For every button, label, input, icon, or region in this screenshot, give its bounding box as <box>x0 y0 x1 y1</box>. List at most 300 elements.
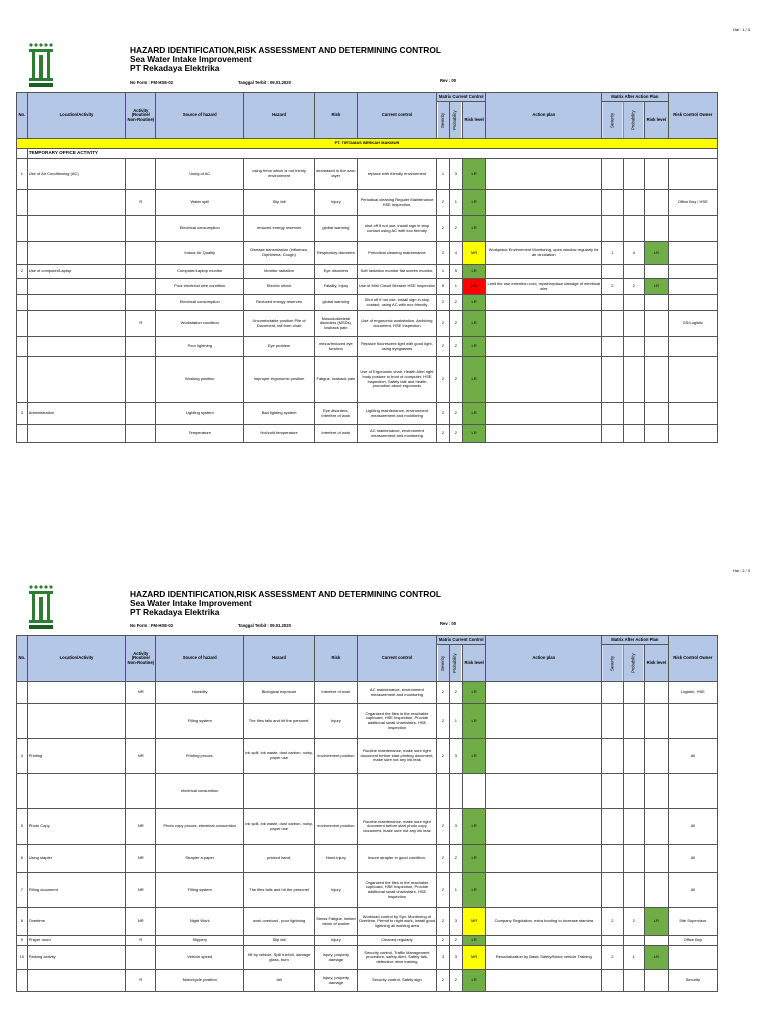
hazard-source: Poor lightning <box>156 337 244 357</box>
risk <box>314 774 357 809</box>
hazard-source: Temperature <box>156 425 244 443</box>
control-owner: All <box>668 845 717 873</box>
table-row <box>17 159 718 190</box>
risk-level-after <box>645 682 669 704</box>
activity-type <box>126 279 156 295</box>
action-plan <box>486 970 602 992</box>
risk-level-after <box>645 159 669 190</box>
hazard: Biological exposure <box>244 682 315 704</box>
current-control: Routine maintenance, make sure right document before start printing document, make sure not any ink leak <box>357 739 436 774</box>
probability-after <box>623 159 644 190</box>
hazard-source: Filling system <box>156 704 244 739</box>
col-activity: Activity (Routine/ Non-Routine) <box>126 636 156 682</box>
row-number <box>17 774 28 809</box>
risk: Interfere of work <box>314 682 357 704</box>
probability-after <box>623 337 644 357</box>
table-row <box>17 873 718 908</box>
probability-after <box>623 739 644 774</box>
report-title: HAZARD IDENTIFICATION,RISK ASSESSMENT AND DETERMINING CONTROL <box>130 589 441 599</box>
page-number: Hal : 2 / 3 <box>732 568 750 573</box>
hazard-source: Workstation condition <box>156 311 244 337</box>
current-control: AC maintenance, environment measurement and monitoring <box>357 682 436 704</box>
col-hazard: Hazard <box>244 636 315 682</box>
activity-type: NR <box>126 682 156 704</box>
col-matrix-current: Matrix Current Control <box>437 636 486 645</box>
probability-after <box>623 704 644 739</box>
risk-level-after <box>645 265 669 279</box>
activity-type <box>126 704 156 739</box>
table-row <box>17 403 718 425</box>
current-control: Periodical cleaning maintenance <box>357 242 436 265</box>
col-severity: Severity <box>437 102 450 139</box>
table-row <box>17 337 718 357</box>
probability: 2 <box>449 295 462 311</box>
probability: 2 <box>449 403 462 425</box>
risk-level: LR <box>462 265 486 279</box>
hazard: fall <box>244 970 315 992</box>
row-number: 3 <box>17 403 28 425</box>
severity: 2 <box>437 682 450 704</box>
risk-level-after <box>645 845 669 873</box>
severity: 2 <box>437 739 450 774</box>
location: Parking activity <box>27 946 126 970</box>
table-row <box>17 357 718 403</box>
current-control: Replace flourescent light with good light, using eyeglasses <box>357 337 436 357</box>
severity-after: 1 <box>602 242 623 265</box>
location <box>27 774 126 809</box>
revision: Rev : 00 <box>440 621 457 626</box>
activity-type <box>126 357 156 403</box>
activity-type: NR <box>126 908 156 936</box>
severity: 2 <box>437 242 450 265</box>
severity-after <box>602 970 623 992</box>
probability-after <box>623 190 644 216</box>
current-control: Use of ergonomic workstation, Archiving document, HSE Inspection <box>357 311 436 337</box>
row-number: 10 <box>17 946 28 970</box>
risk-level-after: LR <box>645 908 669 936</box>
table-row <box>17 216 718 242</box>
activity-type: R <box>126 936 156 946</box>
hazard: ink spill, ink waste, dust carbon, noisy, paper use <box>244 809 315 845</box>
col-probability-after: Probability <box>623 102 644 139</box>
severity-after: 2 <box>602 279 623 295</box>
col-probability-after: Probability <box>623 645 644 682</box>
risk-level-after <box>645 774 669 809</box>
risk-level-after <box>645 357 669 403</box>
action-plan <box>486 704 602 739</box>
severity: 2 <box>437 936 450 946</box>
location <box>27 311 126 337</box>
severity: 2 <box>437 873 450 908</box>
hazard-source: electrical consumtion <box>156 774 244 809</box>
activity-type <box>126 425 156 443</box>
control-owner <box>668 159 717 190</box>
risk-level: LR <box>462 873 486 908</box>
col-risk: Risk <box>314 636 357 682</box>
company-name: PT Rekadaya Elektrika <box>130 63 220 73</box>
probability-after: 2 <box>623 908 644 936</box>
location <box>27 242 126 265</box>
activity-type: NR <box>126 873 156 908</box>
hazard: Reduced energy reserves <box>244 295 315 311</box>
probability: 1 <box>449 704 462 739</box>
probability-after: 4 <box>623 242 644 265</box>
hazard-source: Using of AC <box>156 159 244 190</box>
table-row <box>17 265 718 279</box>
risk: Stress Fatigue, limited vision of worker <box>314 908 357 936</box>
activity-type <box>126 946 156 970</box>
severity: 2 <box>437 403 450 425</box>
risk-level: LR <box>462 295 486 311</box>
action-plan <box>486 739 602 774</box>
row-number <box>17 242 28 265</box>
col-activity: Activity (Routine/ Non-Routine) <box>126 93 156 139</box>
hazard: reduced energy reserves <box>244 216 315 242</box>
severity: 2 <box>437 337 450 357</box>
company-logo-icon <box>26 42 56 88</box>
hazard-source: Strapler a paper <box>156 845 244 873</box>
severity: 2 <box>437 311 450 337</box>
table-row <box>17 739 718 774</box>
severity-after: 2 <box>602 946 623 970</box>
severity: 1 <box>437 265 450 279</box>
severity: 1 <box>437 159 450 190</box>
probability: 5 <box>449 265 462 279</box>
probability-after <box>623 936 644 946</box>
hazard: Slip fall <box>244 190 315 216</box>
activity-type <box>126 295 156 311</box>
row-number <box>17 295 28 311</box>
location <box>27 704 126 739</box>
col-no: No. <box>17 93 28 139</box>
col-current-control: Current control <box>357 93 436 139</box>
page-number: Hal : 1 / 3 <box>732 27 750 32</box>
hazard: Eye problem <box>244 337 315 357</box>
hazard <box>244 774 315 809</box>
severity: 5 <box>437 279 450 295</box>
location: Photo Copy <box>27 809 126 845</box>
activity-type: R <box>126 190 156 216</box>
table-row <box>17 295 718 311</box>
probability-after <box>623 845 644 873</box>
col-severity-after: Severity <box>602 645 623 682</box>
control-owner: All <box>668 809 717 845</box>
activity-type <box>126 216 156 242</box>
current-control: Organized the files in the reachable cupboard, HSE Inspection, Provide additional small chair/stairs, HSE Inspection <box>357 704 436 739</box>
hazard: pricked hand, <box>244 845 315 873</box>
action-plan: Resocialization by Basic Safety/Motor vehicle Training <box>486 946 602 970</box>
probability: 3 <box>449 739 462 774</box>
probability: 2 <box>449 216 462 242</box>
control-owner <box>668 946 717 970</box>
control-owner <box>668 774 717 809</box>
probability-after <box>623 970 644 992</box>
activity-type: NR <box>126 739 156 774</box>
probability: 2 <box>449 970 462 992</box>
activity-type: R <box>126 970 156 992</box>
col-severity: Severity <box>437 645 450 682</box>
severity: 3 <box>437 946 450 970</box>
location <box>27 279 126 295</box>
revision: Rev : 00 <box>440 78 457 83</box>
risk-level: LR <box>462 190 486 216</box>
risk: Hand injury <box>314 845 357 873</box>
col-current-control: Current control <box>357 636 436 682</box>
severity: 2 <box>437 809 450 845</box>
col-risk-level: Risk level <box>462 645 486 682</box>
hazard-table-page-2 <box>16 635 718 992</box>
risk-level-after <box>645 425 669 443</box>
risk: minus/reduced eye function <box>314 337 357 357</box>
probability: 2 <box>449 845 462 873</box>
risk-level-after <box>645 873 669 908</box>
current-control: Shut off if not use, install sign in stop contact, using AC with eco friendly <box>357 295 436 311</box>
table-row <box>17 970 718 992</box>
col-matrix-after: Matrix After Action Plan <box>602 93 668 102</box>
severity <box>437 774 450 809</box>
hazard: Bad lighting system <box>244 403 315 425</box>
control-owner <box>668 425 717 443</box>
risk-level: LR <box>462 337 486 357</box>
hazard-source: Electrical consumption <box>156 295 244 311</box>
probability-after <box>623 425 644 443</box>
location <box>27 970 126 992</box>
current-control: Lighting maintenance, environment measurement and monitoring <box>357 403 436 425</box>
table-row <box>17 311 718 337</box>
action-plan <box>486 190 602 216</box>
row-number: 8 <box>17 908 28 936</box>
hazard-source: Humidity <box>156 682 244 704</box>
probability: 1 <box>449 279 462 295</box>
hazard: The files falls and hit the personel, <box>244 704 315 739</box>
activity-type: NR <box>126 845 156 873</box>
hazard-source: Electrical consumption <box>156 216 244 242</box>
control-owner: Office Boy / HSE <box>668 190 717 216</box>
control-owner: Security <box>668 970 717 992</box>
control-owner: All <box>668 873 717 908</box>
control-owner <box>668 357 717 403</box>
hazard: Hot/cold temperature <box>244 425 315 443</box>
col-source: Source of hazard <box>156 93 244 139</box>
hazard-source: Lighting system <box>156 403 244 425</box>
hazard-source: Slippery <box>156 936 244 946</box>
col-action-plan: Action plan <box>486 636 602 682</box>
table-row <box>17 190 718 216</box>
col-owner: Risk Control Owner <box>668 93 717 139</box>
action-plan <box>486 357 602 403</box>
severity-after <box>602 873 623 908</box>
hazard: The files falls and hit the personel <box>244 873 315 908</box>
row-number <box>17 682 28 704</box>
col-action-plan: Action plan <box>486 93 602 139</box>
control-owner <box>668 242 717 265</box>
severity-after <box>602 704 623 739</box>
probability-after <box>623 311 644 337</box>
severity: 2 <box>437 845 450 873</box>
hazard: Monitor radiation <box>244 265 315 279</box>
severity-after <box>602 337 623 357</box>
probability-after <box>623 873 644 908</box>
col-probability: Probability <box>449 645 462 682</box>
risk-level: MR <box>462 242 486 265</box>
probability: 3 <box>449 908 462 936</box>
activity-type <box>126 774 156 809</box>
severity-after <box>602 682 623 704</box>
hazard-source: Motorcycle position <box>156 970 244 992</box>
risk: Fatality, Injury <box>314 279 357 295</box>
action-plan <box>486 295 602 311</box>
risk-level: LR <box>462 159 486 190</box>
risk: Injury <box>314 190 357 216</box>
current-control: Security control, Traffic Management procedure, safety Alert, Safety talk, defensive drive training <box>357 946 436 970</box>
current-control: Routine maintenance, make sure right document before start photo copy document, make sure not any ink leak <box>357 809 436 845</box>
location: Administration <box>27 403 126 425</box>
company-name: PT Rekadaya Elektrika <box>130 607 220 617</box>
probability-after <box>623 682 644 704</box>
location <box>27 295 126 311</box>
action-plan <box>486 425 602 443</box>
issue-date: Tanggal Terbit : 09.01.2020 <box>238 623 291 628</box>
contractor-row: PT. TIRTAMAS BERKAH MAKMUR <box>17 139 718 149</box>
activity-type <box>126 159 156 190</box>
location: Use of Air Conditioning (AC) <box>27 159 126 190</box>
location: Printing <box>27 739 126 774</box>
probability-after <box>623 295 644 311</box>
hazard: using freon which is not frienly environment <box>244 159 315 190</box>
row-number <box>17 357 28 403</box>
risk-level: LR <box>462 809 486 845</box>
risk: global warming <box>314 295 357 311</box>
table-row <box>17 425 718 443</box>
risk-level: MR <box>462 946 486 970</box>
risk: Injury <box>314 704 357 739</box>
control-owner <box>668 704 717 739</box>
col-probability: Probability <box>449 102 462 139</box>
project-name: Sea Water Intake Improvement <box>130 598 252 608</box>
col-location: Location/Activity <box>27 636 126 682</box>
risk: Fatigue, lowback pain <box>314 357 357 403</box>
col-severity-after: Severity <box>602 102 623 139</box>
risk-level-after <box>645 311 669 337</box>
action-plan <box>486 682 602 704</box>
risk: environment polution <box>314 739 357 774</box>
control-owner <box>668 279 717 295</box>
risk-level-after: LR <box>645 242 669 265</box>
risk: environment polution <box>314 809 357 845</box>
current-control: Workload control by Spv, Monitoring of Overtime, Permit to night work, install good lightning all working area <box>357 908 436 936</box>
severity-after <box>602 936 623 946</box>
company-logo-icon <box>26 584 56 630</box>
location: Filling document <box>27 873 126 908</box>
probability: 2 <box>449 337 462 357</box>
table-row <box>17 682 718 704</box>
probability: 2 <box>449 425 462 443</box>
risk-level: LR <box>462 739 486 774</box>
location <box>27 357 126 403</box>
hazard-source: Working position <box>156 357 244 403</box>
activity-type <box>126 403 156 425</box>
severity: 2 <box>437 908 450 936</box>
probability: 3 <box>449 946 462 970</box>
row-number <box>17 216 28 242</box>
severity-after <box>602 311 623 337</box>
col-risk: Risk <box>314 93 357 139</box>
severity-after <box>602 403 623 425</box>
control-owner <box>668 265 717 279</box>
severity: 2 <box>437 970 450 992</box>
hazard: Electric shock <box>244 279 315 295</box>
risk-level-after: LR <box>645 279 669 295</box>
risk-level: LR <box>462 216 486 242</box>
col-matrix-after: Matrix After Action Plan <box>602 636 668 645</box>
control-owner <box>668 337 717 357</box>
severity-after <box>602 159 623 190</box>
location <box>27 216 126 242</box>
severity: 2 <box>437 357 450 403</box>
action-plan: Company Regulation, extra fooding to increase stamina <box>486 908 602 936</box>
action-plan: Limit the use extention cord, repair/replace damage of electrical wire <box>486 279 602 295</box>
location: Using stapler <box>27 845 126 873</box>
project-name: Sea Water Intake Improvement <box>130 54 252 64</box>
probability: 1 <box>449 190 462 216</box>
location: Overtime <box>27 908 126 936</box>
table-row <box>17 946 718 970</box>
hazard-source: Water spill <box>156 190 244 216</box>
severity: 2 <box>437 216 450 242</box>
hazard-source: Poor electrical wire condition <box>156 279 244 295</box>
control-owner: Office Boy <box>668 936 717 946</box>
form-number: No Form : FM-HSE-02 <box>130 80 174 85</box>
probability: 2 <box>449 357 462 403</box>
hazard-source: Photo copy proces, electrical consumtion <box>156 809 244 845</box>
probability: 3 <box>449 809 462 845</box>
severity: 2 <box>437 190 450 216</box>
col-risk-level-after: Risk level <box>645 102 669 139</box>
current-control: AC maintenance, environment measurement and monitoring <box>357 425 436 443</box>
probability-after <box>623 357 644 403</box>
risk: Injury <box>314 873 357 908</box>
current-control <box>357 774 436 809</box>
location: Prayer room <box>27 936 126 946</box>
risk-level: LR <box>462 704 486 739</box>
hazard-source: Printing proces, <box>156 739 244 774</box>
hazard-source: Filling system <box>156 873 244 908</box>
action-plan <box>486 311 602 337</box>
probability-after <box>623 403 644 425</box>
probability-after: 1 <box>623 946 644 970</box>
risk-level-after: LR <box>645 946 669 970</box>
row-number <box>17 279 28 295</box>
probability-after <box>623 809 644 845</box>
probability-after: 2 <box>623 279 644 295</box>
severity-after <box>602 425 623 443</box>
hazard-table-page-1 <box>16 92 718 443</box>
hazard: Uncomfortable position Pile of Document, fall from chair <box>244 311 315 337</box>
current-control: shut off if not use, install sign in stop contact using AC with eco friendly <box>357 216 436 242</box>
probability: 2 <box>449 936 462 946</box>
severity-after <box>602 357 623 403</box>
hazard-source: Vehicle speed <box>156 946 244 970</box>
action-plan <box>486 873 602 908</box>
risk-level-after <box>645 970 669 992</box>
probability: 2 <box>449 682 462 704</box>
probability: 3 <box>449 159 462 190</box>
current-control: Cleaned regularly <box>357 936 436 946</box>
risk: global warming <box>314 216 357 242</box>
action-plan <box>486 774 602 809</box>
table-row <box>17 809 718 845</box>
severity-after <box>602 295 623 311</box>
